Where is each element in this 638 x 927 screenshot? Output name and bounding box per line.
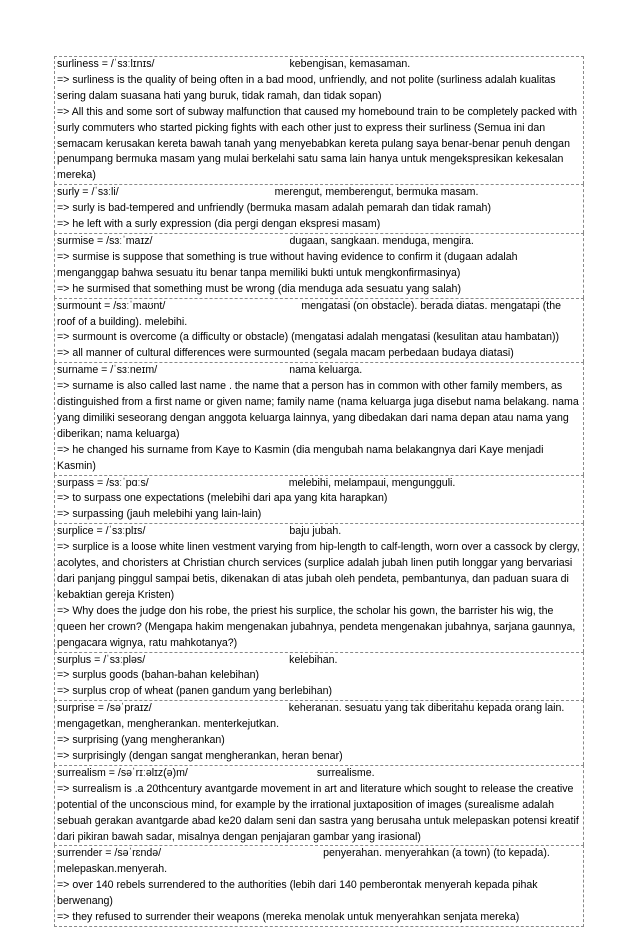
entry-term: surrender = /səˈrɛndə/: [57, 847, 162, 860]
entry-term: surmise = /sɜːˈmaɪz/: [57, 234, 153, 247]
dictionary-entry: [54, 184, 584, 233]
entry-definition-line: => surprisingly (dengan sangat mengherankan, heran benar): [57, 749, 343, 762]
entry-headword-line: [57, 476, 581, 492]
entry-translation: dugaan, sangkaan. menduga, mengira.: [289, 234, 474, 247]
entry-headword-line: [57, 653, 581, 669]
entry-definition-line: => surliness is the quality of being often in a bad mood, unfriendly, and not polite (surliness adalah kualitas sering dalam suasana hati yang buruk, tidak ramah, dan tidak sopan): [57, 73, 556, 102]
entry-definition-line: => surplus crop of wheat (panen gandum yang berlebihan): [57, 685, 333, 698]
entry-translation: penyerahan. menyerahkan (a town) (to kepada).: [323, 847, 550, 860]
entry-definition-line: => All this and some sort of subway malfunction that caused my homebound train to be completely packed with surly commuters who started picking fights with each other just to express their surliness (Semua ini dan semacam kerusakan kereta bawah tanah yang menyebabkan kereta pulang saya benar-benar penuh dengan penumpang bermuka masam yang mulai berkelahi satu sama lain hanya untuk mengekspresikan kekesalan mereka): [57, 105, 577, 182]
entry-term: surname = /ˈsɜːneɪm/: [57, 364, 158, 377]
entry-headword-line: [57, 299, 581, 315]
entry-term: surmount = /sɜːˈmaʊnt/: [57, 299, 166, 312]
entry-definition-line: => he changed his surname from Kaye to Kasmin (dia mengubah nama belakangnya dari Kaye menjadi Kasmin): [57, 443, 544, 472]
entry-definition-line: roof of a building). melebihi.: [57, 315, 188, 328]
dictionary-entry: [54, 765, 584, 846]
dictionary-entry: [54, 523, 584, 651]
entry-definition-line: => surmise is suppose that something is true without having evidence to confirm it (dugaan adalah menganggap bahwa sesuatu itu benar tanpa memiliki bukti untuk mengkonfirmasinya): [57, 250, 518, 279]
entry-definition-line: => he surmised that something must be wrong (dia menduga ada sesuatu yang salah): [57, 282, 461, 295]
entry-translation: mengatasi (on obstacle). berada diatas. mengatapi (the: [301, 299, 562, 312]
entry-definition-line: => to surpass one expectations (melebihi dari apa yang kita harapkan): [57, 492, 388, 505]
dictionary-entry: [54, 652, 584, 701]
entry-headword-line: [57, 185, 581, 201]
entry-definition-line: => he left with a surly expression (dia pergi dengan ekspresi masam): [57, 218, 381, 231]
entry-translation: merengut, memberengut, bermuka masam.: [274, 186, 479, 199]
entry-term: surplus = /ˈsɜːpləs/: [57, 653, 146, 666]
entry-term: surrealism = /səˈrɪːəlɪz(ə)m/: [57, 766, 188, 779]
entry-definition-line: => surpassing (jauh melebihi yang lain-lain): [57, 508, 262, 521]
dictionary-document: [54, 56, 584, 927]
entry-term: surpass = /sɜːˈpɑːs/: [57, 476, 149, 489]
entry-definition-line: => surly is bad-tempered and unfriendly (bermuka masam adalah pemarah dan tidak ramah): [57, 202, 491, 215]
entry-definition-line: => surname is also called last name . the name that a person has in common with other family members, as distinguished from a first name or given name; family name (nama keluarga juga disebut nama belakang. nama yang dimiliki seseorang dengan anggota keluarga lainnya, yang dibedakan dari nama depan atau nama yang diberikan; nama keluarga): [57, 380, 579, 440]
entry-headword-line: [57, 363, 581, 379]
entry-headword-line: [57, 57, 581, 73]
entry-translation: baju jubah.: [289, 525, 342, 538]
entry-term: surprise = /səˈpraɪz/: [57, 702, 152, 715]
dictionary-entry: [54, 362, 584, 474]
entry-headword-line: [57, 234, 581, 250]
entry-definition-line: => surprising (yang mengherankan): [57, 734, 225, 747]
entry-term: surliness = /ˈsɜːlɪnɪs/: [57, 58, 155, 70]
entry-headword-line: [57, 846, 581, 862]
dictionary-entry: [54, 56, 584, 184]
entry-translation: nama keluarga.: [289, 364, 363, 377]
entry-definition-line: => they refused to surrender their weapons (mereka menolak untuk menyerahkan senjata mereka): [57, 911, 520, 924]
entry-translation: keheranan. sesuatu yang tak diberitahu kepada orang lain.: [288, 702, 565, 715]
entry-definition-line: => Why does the judge don his robe, the priest his surplice, the scholar his gown, the barrister his wig, the queen her crown? (Mengapa hakim mengenakan jubahnya, pendeta mengenakan jubahnya, sarjana gaunnya, pengacara wignya, ratu mahkotanya?): [57, 604, 576, 649]
entry-definition-line: => surrealism is .a 20thcentury avantgarde movement in art and literature which sought to release the creative potential of the unconscious mind, for example by the irrational juxtaposition of images (surealisme adalah sebuah gerakan avantgarde abad ke20 dalam seni dan sastra yang berusaha untuk melepaskan potensi kreatif dari pikiran bawah sadar, misalnya dengan penjajaran gambar yang irasional): [57, 782, 579, 843]
dictionary-entry: [54, 475, 584, 524]
entry-definition-line: => over 140 rebels surrendered to the authorities (lebih dari 140 pemberontak menyerah kepada pihak berwenang): [57, 879, 538, 908]
entry-headword-line: [57, 701, 581, 717]
entry-translation: melebihi, melampaui, mengungguli.: [288, 476, 456, 489]
entry-definition-line: melepaskan.menyerah.: [57, 863, 168, 876]
entry-headword-line: [57, 524, 581, 540]
entry-translation: kebengisan, kemasaman.: [289, 58, 411, 70]
dictionary-entry: [54, 700, 584, 765]
entry-definition-line: => surmount is overcome (a difficulty or obstacle) (mengatasi adalah mengatasi (kesulitan atau hambatan)): [57, 331, 560, 344]
entry-definition-line: => surplus goods (bahan-bahan kelebihan): [57, 669, 260, 682]
entry-translation: kelebihan.: [289, 653, 338, 666]
entry-translation: surrealisme.: [316, 766, 375, 779]
entry-definition-line: => surplice is a loose white linen vestment varying from hip-length to calf-length, worn over a cassock by clergy, acolytes, and choristers at Christian church services (surplice adalah jubah linen putih longgar yang bervariasi dari panjang pinggul sampai betis, dikenakan di atas jubah oleh pendeta, pembantunya, dan paduan suara di kebaktian gereja Kristen): [57, 541, 580, 601]
entry-definition-line: => all manner of cultural differences were surmounted (segala macam perbedaan budaya diatasi): [57, 347, 514, 360]
entry-term: surplice = /ˈsɜːplɪs/: [57, 525, 146, 538]
entry-headword-line: [57, 766, 581, 782]
entry-term: surly = /ˈsɜːli/: [57, 186, 119, 199]
entry-definition-line: mengagetkan, mengherankan. menterkejutkan.: [57, 718, 280, 731]
dictionary-entry: [54, 298, 584, 363]
dictionary-entry: [54, 233, 584, 298]
dictionary-entry: [54, 845, 584, 927]
